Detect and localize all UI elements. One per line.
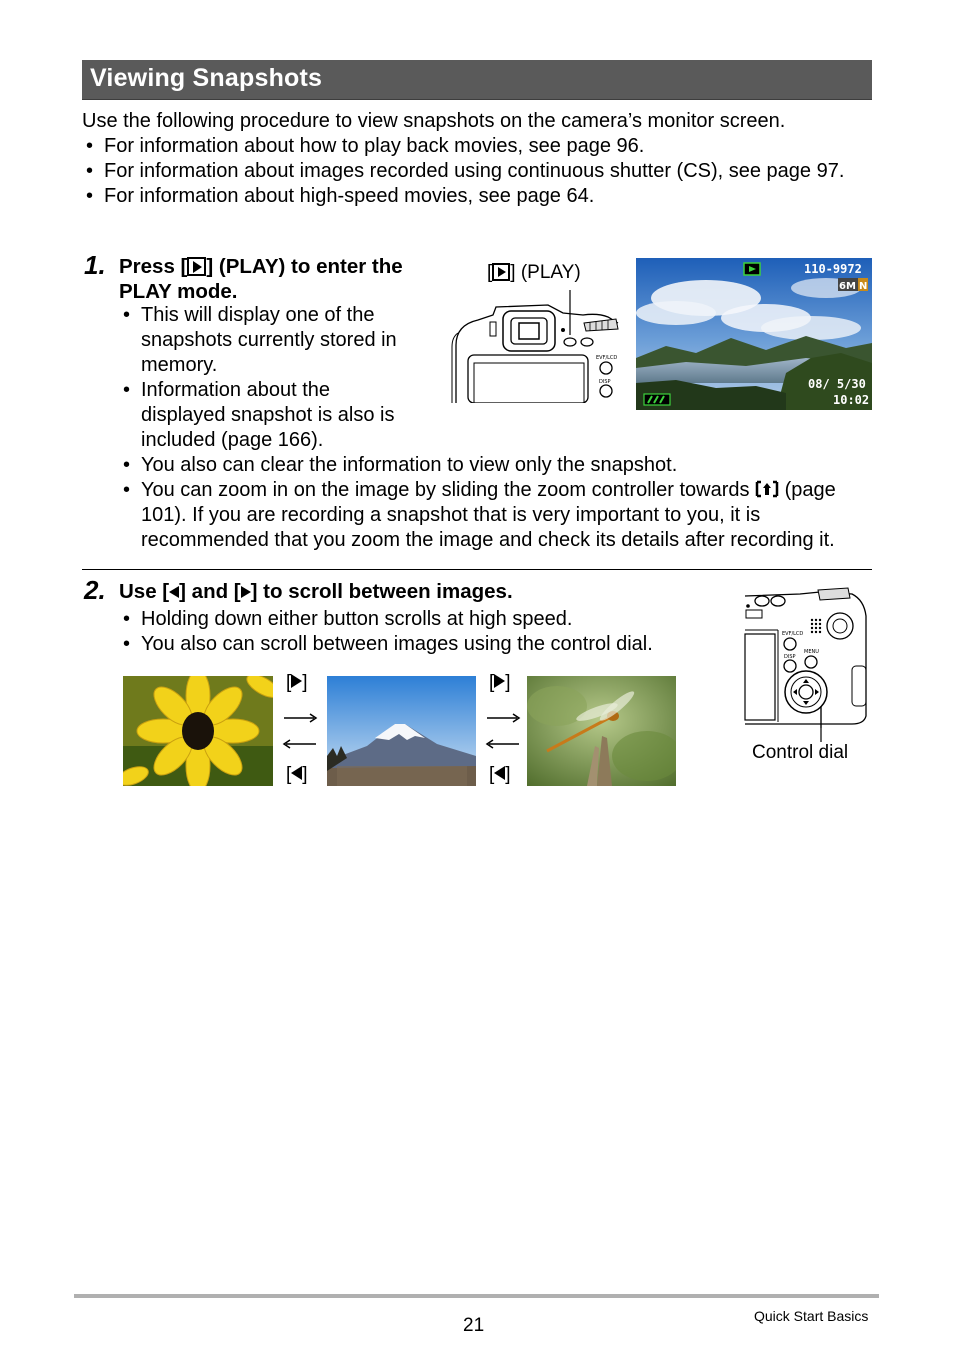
play-button-label <box>487 262 581 284</box>
step-1-bullets-wide <box>119 453 879 553</box>
step-2-bullet-1: • Holding down either button scrolls at high speed. <box>119 607 719 632</box>
page-number: 21 <box>463 1315 485 1336</box>
bracket-close: ] <box>302 672 308 693</box>
sunflower-image <box>123 676 273 786</box>
step-2-number: 2. <box>84 575 106 605</box>
evf-label-2: EVF/LCD <box>782 631 804 637</box>
step-1-heading-post: ] (PLAY) to enter the PLAY mode. <box>119 255 403 303</box>
step-1-heading-pre: Press [ <box>119 255 188 278</box>
section-title: Viewing Snapshots <box>90 64 323 92</box>
intro-text: Use the following procedure to view snapshots on the camera’s monitor screen. <box>82 110 786 132</box>
left-arrow-icon <box>291 766 302 780</box>
step-2-heading-part-1: Use [ <box>119 580 170 603</box>
play-icon <box>187 257 206 276</box>
intro-block <box>82 109 882 209</box>
prev-button-label-2 <box>489 764 511 786</box>
menu-label: MENU <box>804 649 819 655</box>
next-button-label-2 <box>489 672 511 694</box>
disp-label: DISP <box>599 379 611 385</box>
step-2-heading-part-2: ] and [ <box>179 580 241 603</box>
right-arrow-icon <box>494 674 505 688</box>
section-title-bar <box>82 60 872 100</box>
bracket-close: ] <box>302 764 308 785</box>
prev-button-label-1 <box>286 764 308 786</box>
intro-bullet-3: • For information about high-speed movies, see page 64. <box>82 184 882 209</box>
step-1-bullet-1: • This will display one of the snapshots currently stored in memory. <box>119 303 419 378</box>
step-1-bullets-narrow <box>119 303 419 453</box>
control-dial-label: Control dial <box>752 742 849 763</box>
dragonfly-image <box>527 676 676 786</box>
screen-time: 10:02 <box>833 393 870 407</box>
camera-back-illustration <box>448 285 623 403</box>
step-1-heading <box>119 254 419 304</box>
step-1-bullet-2: • Information about the displayed snapshot is also is included (page 166). <box>119 378 419 453</box>
bracket-open: [ <box>286 672 292 693</box>
disp-label-2: DISP <box>784 654 796 660</box>
direction-arrows-1 <box>282 712 318 752</box>
direction-arrows-2 <box>485 712 521 752</box>
screen-date: 08/ 5/30 <box>808 377 866 391</box>
right-arrow-icon <box>241 586 251 598</box>
file-number: 110-9972 <box>804 262 862 276</box>
footer-rule <box>74 1294 879 1298</box>
left-arrow-icon <box>169 586 179 598</box>
step-1-bullet-4 <box>119 478 879 553</box>
play-icon-small <box>492 263 510 281</box>
step-2-heading <box>119 579 679 604</box>
left-arrow-icon <box>494 766 505 780</box>
camera-control-dial-illustration <box>740 586 870 728</box>
step-divider <box>82 569 872 570</box>
step-1-number: 1. <box>84 250 106 280</box>
bracket-open: [ <box>489 672 495 693</box>
quality-badge: N <box>859 281 868 292</box>
step-2-bullet-2: • You also can scroll between images using the control dial. <box>119 632 719 657</box>
bracket-open: [ <box>489 764 495 785</box>
footer-section-name: Quick Start Basics <box>754 1308 869 1324</box>
play-label-open: [ <box>487 262 493 283</box>
mount-fuji-image <box>327 676 476 786</box>
right-arrow-icon <box>291 674 302 688</box>
play-label-close: ] (PLAY) <box>510 262 581 283</box>
playback-screen-image <box>636 258 872 410</box>
zoom-text: You can zoom in on the image by sliding the zoom controller towards <box>141 479 750 501</box>
zoom-tele-icon <box>755 480 779 498</box>
step-1-bullet-3: • You also can clear the information to view only the snapshot. <box>119 453 879 478</box>
bracket-close: ] <box>505 672 511 693</box>
evf-label: EVF/LCD <box>596 355 618 361</box>
bracket-close: ] <box>505 764 511 785</box>
size-badge: 6M <box>839 281 856 292</box>
bracket-open: [ <box>286 764 292 785</box>
control-dial-leader-line <box>820 706 824 742</box>
intro-bullet-2: • For information about images recorded using continuous shutter (CS), see page 97. <box>82 159 854 184</box>
next-button-label-1 <box>286 672 308 694</box>
intro-bullet-1: • For information about how to play back movies, see page 96. <box>82 134 882 159</box>
step-2-heading-part-3: ] to scroll between images. <box>250 580 513 603</box>
zoom-text-cont: (page 101). If you are recording a snapshot that is very important to you, it is recommended that you zoom the image and check its details after recording it. <box>141 479 836 551</box>
step-2-bullets <box>119 607 719 657</box>
